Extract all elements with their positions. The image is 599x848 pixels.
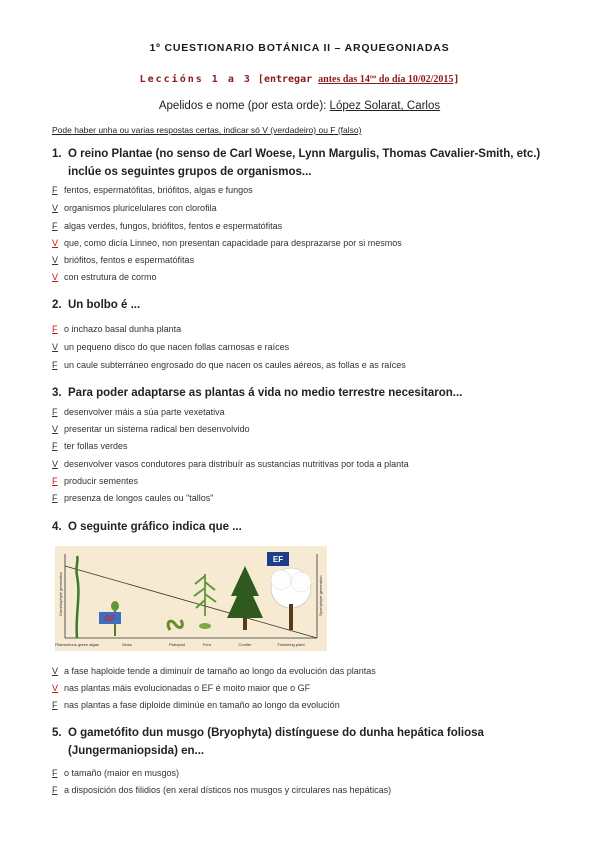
answer-row bbox=[52, 700, 340, 710]
deliver-date: antes das 14ºº do día 10/02/2015 bbox=[318, 74, 454, 85]
answer-mark: V bbox=[52, 666, 59, 676]
answer-text: organismos pluricelulares con clorofila bbox=[64, 203, 217, 213]
name-label: Apelidos e nome (por esta orde): bbox=[158, 100, 327, 112]
answer-mark: F bbox=[52, 441, 58, 451]
answer-text: presenza de longos caules ou "tallos" bbox=[64, 493, 214, 503]
answer-text: nas plantas máis evolucionadas o EF é moito maior que o GF bbox=[64, 683, 311, 693]
answer-text: a disposición dos filidios (en xeral dísticos nos musgos y circulares nas hepáticas) bbox=[64, 785, 392, 795]
answer-mark: F bbox=[52, 700, 58, 710]
answer-row bbox=[52, 342, 289, 352]
question-1 bbox=[52, 145, 552, 181]
question-number: 3. bbox=[52, 387, 62, 399]
answer-row bbox=[52, 203, 217, 213]
label-fern: Fern bbox=[202, 642, 212, 647]
answer-text: desenvolver máis a súa parte vexetativa bbox=[64, 407, 225, 417]
label-psilopsid: Psilopsid bbox=[168, 642, 186, 647]
label-moss: Moss bbox=[122, 642, 132, 647]
question-text-cont: (Jungermaniopsida) en... bbox=[68, 745, 205, 757]
question-text: Para poder adaptarse as plantas á vida no medio terrestre necesitaron... bbox=[68, 387, 463, 399]
answer-row bbox=[52, 441, 128, 451]
life-cycle-figure bbox=[55, 546, 327, 651]
answer-text: a fase haploide tende a diminuír de tamaño ao longo da evolución das plantas bbox=[64, 666, 376, 676]
ef-label: EF bbox=[272, 555, 284, 564]
answer-mark: V bbox=[52, 238, 59, 248]
document-title: 1º CUESTIONARIO BOTÁNICA II – ARQUEGONIADAS bbox=[149, 42, 450, 54]
answer-text: producir sementes bbox=[64, 476, 139, 486]
answer-row bbox=[52, 407, 225, 417]
life-cycle-illustration bbox=[55, 546, 327, 651]
answer-mark: V bbox=[52, 424, 59, 434]
answer-text: o inchazo basal dunha planta bbox=[64, 324, 182, 334]
question-text: O gametófito dun musgo (Bryophyta) distínguese do dunha hepática foliosa bbox=[68, 727, 484, 739]
answer-row bbox=[52, 221, 282, 231]
answer-mark: V bbox=[52, 272, 59, 282]
label-conifer: Conifer bbox=[238, 642, 252, 647]
answer-row bbox=[52, 255, 194, 265]
deliver-prefix: [entregar bbox=[257, 74, 319, 85]
answer-text: briófitos, fentos e espermatófitas bbox=[64, 255, 195, 265]
answer-mark: F bbox=[52, 768, 58, 778]
question-text-cont: inclúe os seguintes grupos de organismos... bbox=[68, 166, 312, 178]
answer-row bbox=[52, 476, 138, 486]
answer-mark: F bbox=[52, 185, 58, 195]
answer-row bbox=[52, 424, 250, 434]
answer-mark: F bbox=[52, 476, 58, 486]
answer-mark: F bbox=[52, 493, 58, 503]
question-number: 1. bbox=[52, 148, 62, 160]
left-axis-label: Gametophyte generation bbox=[58, 571, 63, 616]
answer-mark: V bbox=[52, 255, 59, 265]
answer-mark: F bbox=[52, 785, 58, 795]
answer-row bbox=[52, 493, 213, 503]
answer-mark: F bbox=[52, 221, 58, 231]
answer-row bbox=[52, 768, 179, 778]
answer-mark: F bbox=[52, 407, 58, 417]
answer-text: o tamaño (maior en musgos) bbox=[64, 768, 180, 778]
answer-row bbox=[52, 360, 406, 370]
name-value: López Solarat, Carlos bbox=[329, 100, 441, 112]
question-text: O seguinte gráfico indica que ... bbox=[68, 521, 242, 533]
answer-row bbox=[52, 785, 391, 795]
answer-row bbox=[52, 185, 253, 195]
answer-row bbox=[52, 238, 402, 248]
answer-text: desenvolver vasos condutores para distribuír as sustancias nutritivas por toda a planta bbox=[64, 459, 409, 469]
question-number: 5. bbox=[52, 727, 62, 739]
question-text: Un bolbo é ... bbox=[68, 299, 141, 311]
answer-mark: F bbox=[52, 324, 58, 334]
question-4 bbox=[52, 518, 552, 536]
answer-text: fentos, espermatófitas, briófitos, algas e fungos bbox=[64, 185, 253, 195]
question-number: 2. bbox=[52, 299, 62, 311]
answer-text: ter follas verdes bbox=[64, 441, 128, 451]
label-algae: Filamentous green algae bbox=[55, 642, 100, 647]
answer-mark: V bbox=[52, 203, 59, 213]
question-5 bbox=[52, 724, 552, 760]
lessons-label: Leccións 1 a 3 bbox=[139, 74, 252, 85]
answer-row bbox=[52, 683, 310, 693]
deliver-suffix: ] bbox=[453, 74, 460, 85]
lessons-line bbox=[0, 74, 599, 85]
answer-text: un pequeno disco do que nacen follas carnosas e raíces bbox=[64, 342, 290, 352]
answer-mark: V bbox=[52, 459, 59, 469]
answer-row bbox=[52, 666, 376, 676]
label-flowering-plant: Flowering plant bbox=[277, 642, 305, 647]
answer-row bbox=[52, 324, 181, 334]
answer-mark: F bbox=[52, 360, 58, 370]
answer-row bbox=[52, 272, 157, 282]
instructions: Pode haber unha ou varias respostas certas, indicar só V (verdadeiro) ou F (falso) bbox=[52, 125, 362, 135]
answer-text: algas verdes, fungos, briófitos, fentos e espermatófitas bbox=[64, 221, 283, 231]
answer-text: un caule subterráneo engrosado do que nacen os caules aéreos, as follas e as raíces bbox=[64, 360, 406, 370]
answer-text: presentar un sistema radical ben desenvolvido bbox=[64, 424, 250, 434]
gf-label: GF bbox=[104, 614, 116, 623]
answer-text: con estrutura de cormo bbox=[64, 272, 157, 282]
right-axis-label: Sporophyte generation bbox=[318, 575, 323, 616]
answer-mark: V bbox=[52, 342, 59, 352]
student-name-line bbox=[0, 100, 599, 112]
answer-text: nas plantas a fase diploide diminúe en tamaño ao longo da evolución bbox=[64, 700, 340, 710]
answer-text: que, como dicía Linneo, non presentan capacidade para desprazarse por si mesmos bbox=[64, 238, 402, 248]
answer-mark: V bbox=[52, 683, 59, 693]
question-2 bbox=[52, 296, 552, 314]
question-number: 4. bbox=[52, 521, 62, 533]
answer-row bbox=[52, 459, 409, 469]
question-text: O reino Plantae (no senso de Carl Woese, Lynn Margulis, Thomas Cavalier-Smith, etc.) bbox=[68, 148, 541, 160]
question-3 bbox=[52, 384, 552, 402]
